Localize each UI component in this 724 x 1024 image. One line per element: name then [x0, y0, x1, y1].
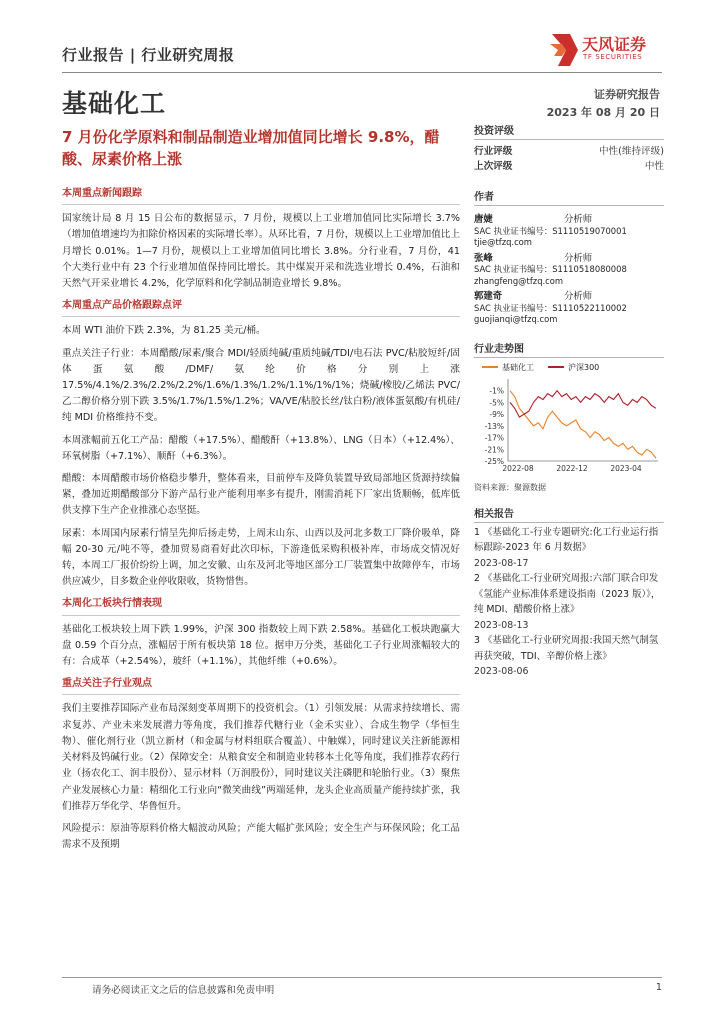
- author-role: 分析师: [564, 252, 593, 264]
- related-date: 2023-08-06: [474, 666, 529, 677]
- line-chart-svg: [474, 373, 664, 477]
- y-tick-label: -17%: [484, 433, 504, 443]
- last-rating-value: 中性: [644, 161, 664, 172]
- report-title: 7 月份化学原料和制品制造业增加值同比增长 9.8%，醋酸、尿素价格上涨: [62, 128, 440, 168]
- sac-number: S1110522110002: [552, 302, 627, 313]
- author-name: 唐婕: [474, 214, 493, 225]
- report-date: 2023 年 08 月 20 日: [546, 106, 660, 119]
- section-market: [62, 596, 460, 670]
- author-email[interactable]: zhangfeng@tfzq.com: [474, 275, 564, 286]
- sac-label: SAC 执业证书编号：: [474, 225, 553, 236]
- authors-heading: 作者: [474, 188, 664, 206]
- header-divider: [62, 72, 662, 73]
- author-role: 分析师: [564, 291, 593, 302]
- paragraph: 基础化工板块较上周下跌 1.99%，沪深 300 指数较上周下跌 2.58%。基础化工板块跑赢大盘 0.59 个百分点，涨幅居于所有板块第 18 位。据申万分类，基础化工子行业周涨幅较大的有：合成革（+2.54%），玻纤（+1.1%），其他纤维（+0.6%）。: [62, 623, 460, 668]
- x-tick-label: 2022-12: [556, 463, 588, 473]
- industry-title: 基础化工: [62, 89, 167, 118]
- paragraph: 本周 WTI 油价下跌 2.3%，为 81.25 美元/桶。: [62, 325, 266, 337]
- y-tick-label: -21%: [484, 444, 504, 454]
- author-email[interactable]: guojianqi@tfzq.com: [474, 314, 558, 324]
- legend-label: 基础化工: [502, 362, 534, 372]
- section-heading: 本周化工板块行情表现: [62, 596, 460, 615]
- paragraph: 尿素：本周国内尿素行情呈先抑后扬走势，上周末山东、山西以及河北多数工厂降价吸单，降幅 20-30 元/吨不等，叠加贸易商看好此次印标，下游逢低采购积极补库，市场成交情况好转，本周工厂报价纷纷上调，加之安徽、山东及河北等地区部分工厂装置集中故障停车，市场供应减少，目多数企业停收限收，货物惜售。: [62, 527, 460, 588]
- sac-label: SAC 执业证书编号：: [474, 302, 553, 313]
- related-title[interactable]: 3 《基础化工-行业研究周报:我国天然气制氢再获突破，TDI、辛醇价格上涨》: [474, 635, 659, 662]
- author-role: 分析师: [564, 214, 593, 225]
- trend-heading: 行业走势图: [474, 340, 664, 358]
- trend-chart: [474, 362, 664, 480]
- paragraph: 醋酸：本周醋酸市场价格稳步攀升，整体看来，目前停车及降负装置导致局部地区货源持续偏紧，叠加近期醋酸部分下游产品行业产能利用率多有提升，刚需消耗下厂家出货顺畅，低库低供支撑下生产企业推涨心态坚挺。: [62, 473, 460, 517]
- legend-label: 沪深300: [568, 362, 600, 372]
- author-card: [474, 214, 664, 249]
- y-tick-label: -1%: [489, 386, 504, 396]
- related-heading: 相关报告: [474, 505, 664, 523]
- logo-text: 天风证券: [582, 35, 647, 54]
- paragraph: 重点关注子行业：本周醋酸/尿素/聚合 MDI/轻质纯碱/重质纯碱/TDI/电石法 PVC/粘胶短纤/固体蛋氨酸/DMF/氨纶价格分别上涨 17.5%/4.1%/2.3%/2.2%/2.2%/1.6%/1.3%/1.2%/1.1%/1%/1%；烧碱/橡胶/乙烯法 PVC/乙二醇价格分别下跌 3.5%/1.7%/1.5%/1.2%；VA/VE/粘胶长丝/钛白粉/液体蛋氨酸/有机硅/纯 MDI 价格维持不变。: [62, 347, 460, 424]
- section-news: [62, 186, 460, 292]
- section-heading: 重点关注子行业观点: [62, 676, 460, 695]
- last-rating-row: [474, 159, 664, 174]
- footer-divider: [62, 977, 662, 978]
- sac-number: S1110518080008: [552, 264, 627, 274]
- report-type: 证券研究报告: [594, 88, 660, 101]
- section-heading: 本周重点新闻跟踪: [62, 186, 460, 205]
- x-tick-label: 2022-08: [502, 463, 534, 473]
- legend-item: [548, 362, 599, 373]
- industry-rating-row: [474, 144, 664, 159]
- paragraph: 本周涨幅前五化工产品：醋酸（+17.5%）、醋酸酐（+13.8%）、LNG（日本）（+12.4%）、环氧树脂（+7.1%）、顺酐（+6.3%）。: [62, 434, 460, 462]
- section-heading: 本周重点产品价格跟踪点评: [62, 298, 460, 317]
- author-name: 张峰: [474, 252, 493, 264]
- last-rating-label: 上次评级: [474, 161, 513, 172]
- logo-mark-icon: [550, 34, 578, 66]
- related-list: [474, 525, 664, 680]
- chart-legend: [482, 362, 664, 373]
- related-item[interactable]: [474, 633, 664, 680]
- y-tick-label: -9%: [489, 409, 504, 419]
- related-item[interactable]: [474, 525, 664, 572]
- legend-item: [482, 362, 534, 373]
- related-title[interactable]: 1 《基础化工-行业专题研究:化工行业运行指标跟踪-2023 年 6 月数据》: [474, 526, 659, 553]
- paragraph: 国家统计局 8 月 15 日公布的数据显示，7 月份，规模以上工业增加值同比实际增长 3.7%（增加值增速均为扣除价格因素的实际增长率）。从环比看，7 月份，规模以上工业增加值比上月增长 0.01%。1—7 月份，规模以上工业增加值同比增长 3.8%。分行业看，7 月份，41 个大类行业中有 23 个行业增加值保持同比增长。其中煤炭开采和洗选业增长 0.4%，石油和天然气开采业增长 4.2%，化学原料和化学制品制造业增长 9.8%。: [62, 213, 460, 290]
- logo-text-en: TF SECURITIES: [583, 53, 643, 61]
- related-title[interactable]: 2 《基础化工-行业研究周报:六部门联合印发《氢能产业标准体系建设指南（2023 版）》，纯 MDI、醋酸价格上涨》: [474, 573, 661, 615]
- rating-heading: 投资评级: [474, 122, 664, 140]
- series-line-1: [510, 390, 656, 416]
- legend-swatch: [548, 366, 564, 368]
- sidebar: [474, 122, 664, 680]
- paragraph: 我们主要推荐国际产业布局深刻变革周期下的投资机会。（1）引领发展：从需求持续增长、需求复苏、产业未来发展潜力等角度，我们推荐代糖行业（金禾实业）、合成生物学（华恒生物）、催化剂行业（凯立新材（和金属与材料组联合覆盖）、中触媒），同时建议关注新能源相关材料及钨碱行业。（2）保障安全：从粮食安全和制造业转移本土化等角度，我们推荐农药行业（扬农化工、润丰股份）、显示材料（万润股份），同时建议关注磷肥和轮胎行业。（3）聚焦产业发展核心力量：精细化工行业向“微笑曲线”两端延伸，龙头企业高质量产能持续扩张，我们推荐万华化学、华鲁恒升。: [62, 703, 460, 812]
- legend-swatch: [482, 366, 498, 368]
- section-views: [62, 676, 460, 853]
- report-category: 行业报告 | 行业研究周报: [62, 46, 235, 64]
- author-email[interactable]: tjie@tfzq.com: [474, 237, 532, 247]
- footer-disclaimer: 请务必阅读正文之后的信息披露和免责申明: [92, 985, 275, 996]
- sac-label: SAC 执业证书编号：: [474, 264, 553, 274]
- y-tick-label: -5%: [489, 397, 504, 407]
- related-date: 2023-08-13: [474, 619, 529, 631]
- industry-rating-label: 行业评级: [474, 146, 513, 157]
- chart-source: 资料来源：聚源数据: [474, 482, 546, 492]
- y-tick-label: -25%: [484, 456, 504, 466]
- main-content: [62, 186, 460, 859]
- author-name: 郭建奇: [474, 291, 503, 302]
- page-number: 1: [655, 982, 662, 993]
- author-card: [474, 253, 664, 288]
- y-tick-label: -13%: [484, 421, 504, 431]
- sac-number: S1110519070001: [552, 225, 627, 236]
- author-card: [474, 291, 664, 326]
- related-date: 2023-08-17: [474, 557, 529, 569]
- related-item[interactable]: [474, 571, 664, 633]
- industry-rating-value: 中性(维持评级): [598, 146, 664, 157]
- x-tick-label: 2023-04: [610, 463, 642, 473]
- section-prices: [62, 298, 460, 590]
- risk-paragraph: 风险提示：原油等原料价格大幅波动风险；产能大幅扩张风险；安全生产与环保风险；化工品需求不及预期: [62, 822, 460, 851]
